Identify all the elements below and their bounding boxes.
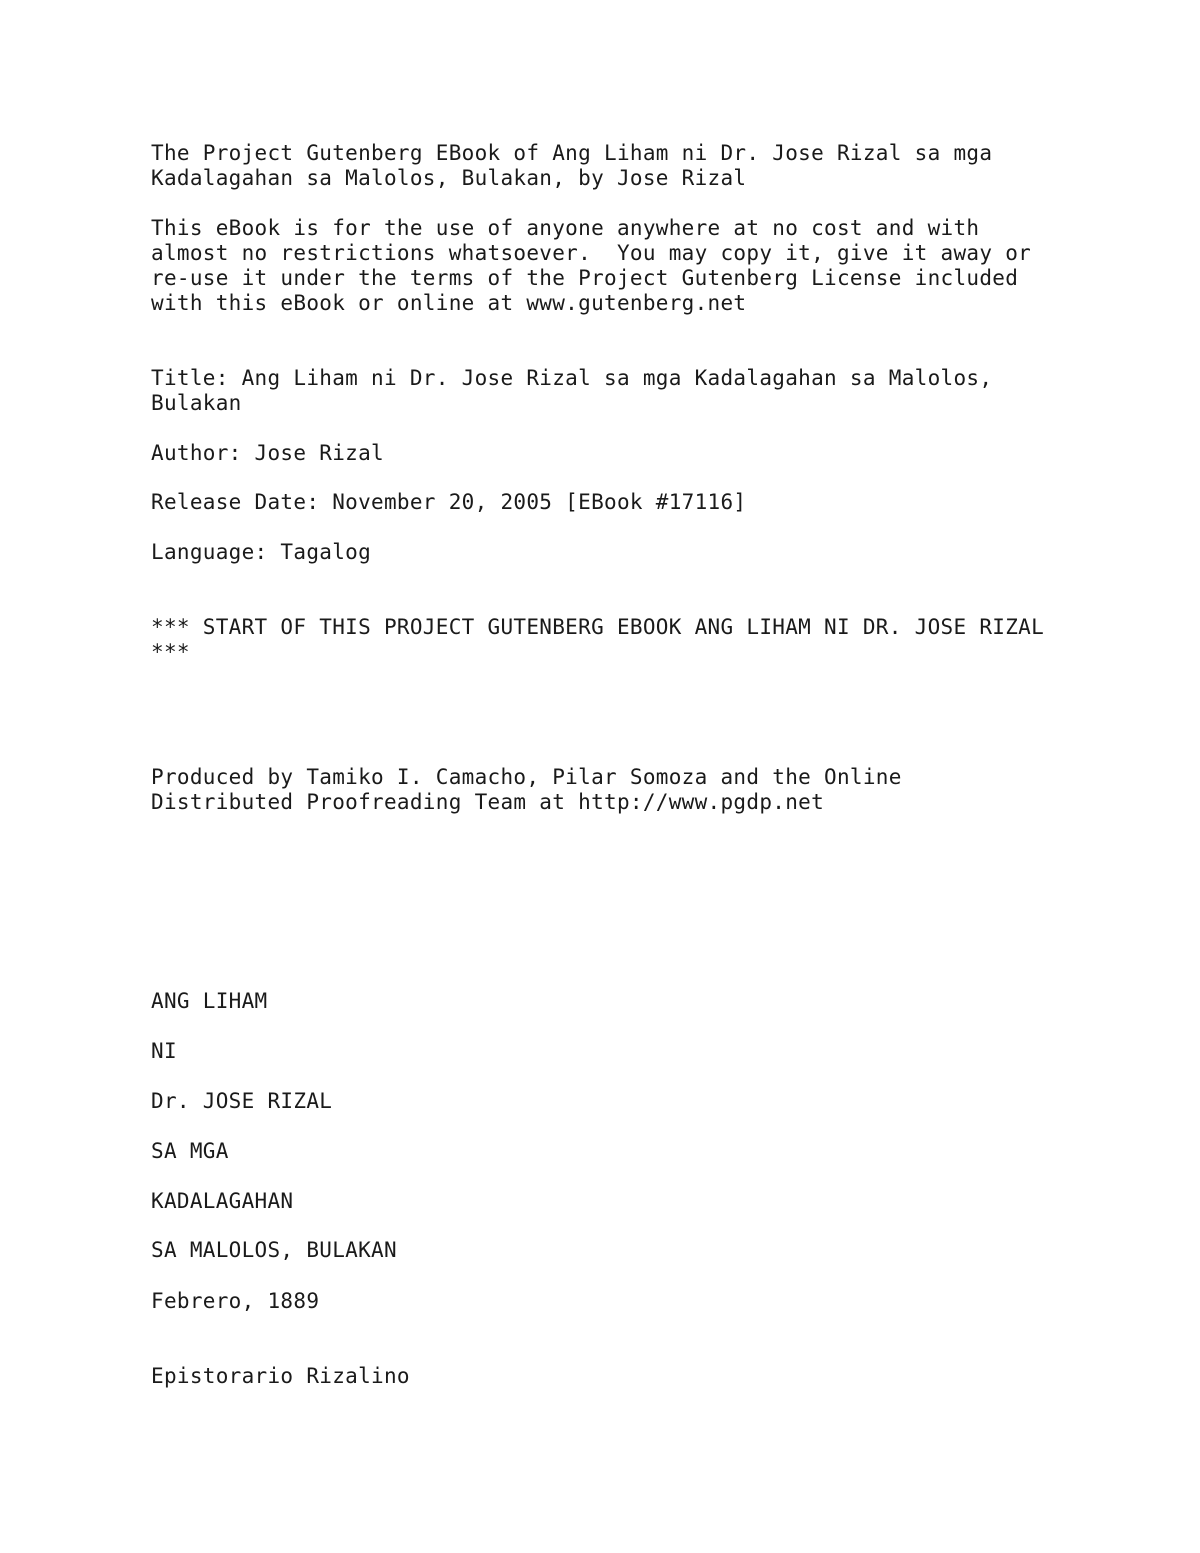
title-page-line-4: SA MGA [151,1139,229,1163]
license-line-2: almost no restrictions whatsoever. You may copy it, give it away or [151,241,1032,265]
header-line-2: Kadalagahan sa Malolos, Bulakan, by Jose Rizal [151,166,747,190]
title-line-2: Bulakan [151,391,242,415]
title-page-date: Febrero, 1889 [151,1289,320,1313]
language-line: Language: Tagalog [151,540,372,564]
title-line-1: Title: Ang Liham ni Dr. Jose Rizal sa mga Kadalagahan sa Malolos, [151,366,993,390]
credits-line-1: Produced by Tamiko I. Camacho, Pilar Somoza and the Online [151,765,902,789]
title-page-line-6: SA MALOLOS, BULAKAN [151,1238,397,1262]
title-page-line-2: NI [151,1039,177,1063]
start-marker-line-1: *** START OF THIS PROJECT GUTENBERG EBOOK ANG LIHAM NI DR. JOSE RIZAL [151,615,1045,639]
license-line-1: This eBook is for the use of anyone anywhere at no cost and with [151,216,980,240]
start-marker-line-2: *** [151,640,190,664]
title-page-line-5: KADALAGAHAN [151,1189,294,1213]
title-page-source: Epistorario Rizalino [151,1364,410,1388]
credits-line-2: Distributed Proofreading Team at http://www.pgdp.net [151,790,825,814]
title-page-line-3: Dr. JOSE RIZAL [151,1089,333,1113]
license-line-3: re-use it under the terms of the Project Gutenberg License included [151,266,1019,290]
license-line-4: with this eBook or online at www.gutenberg.net [151,291,747,315]
header-line-1: The Project Gutenberg EBook of Ang Liham ni Dr. Jose Rizal sa mga [151,141,993,165]
title-page-line-1: ANG LIHAM [151,989,268,1013]
author-line: Author: Jose Rizal [151,441,384,465]
release-date-line: Release Date: November 20, 2005 [EBook #17116] [151,490,747,514]
